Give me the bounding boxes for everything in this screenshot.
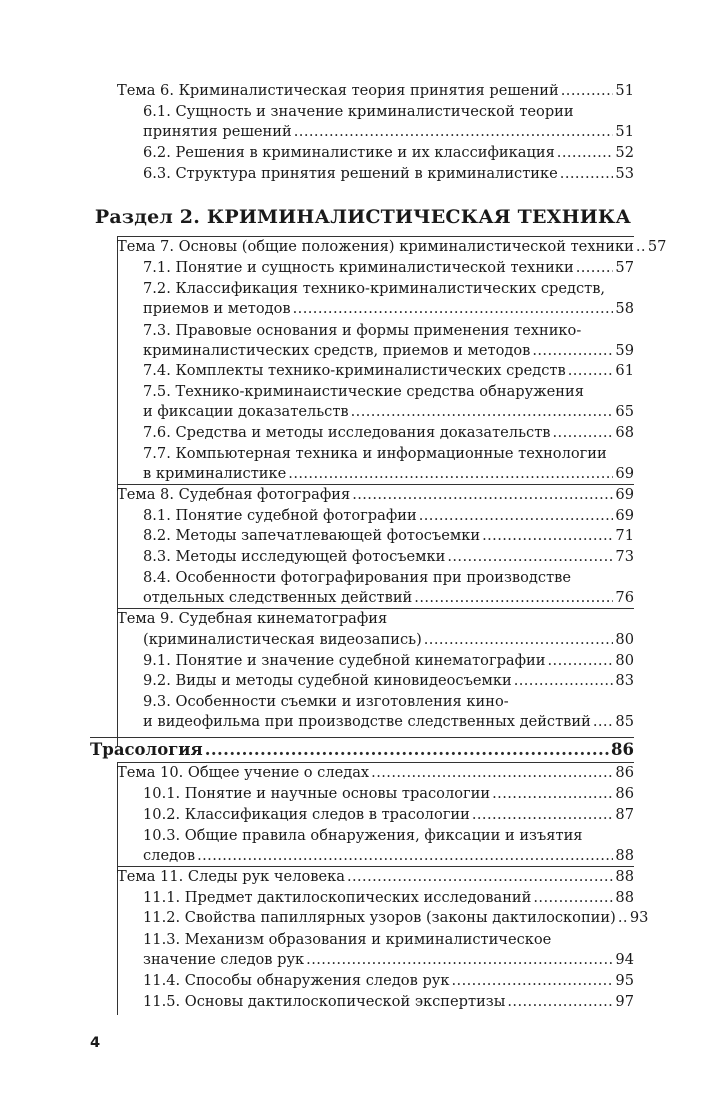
toc-entry-11-2: 11.2. Свойства папиллярных узоров (законы дактилоскопии) ..... 93	[143, 907, 634, 928]
toc-entry-11-3: значение следов рук ..... 94	[143, 949, 634, 970]
toc-entry-topic-9-line1: Тема 9. Судебная кинематография	[117, 610, 388, 627]
toc-entry-9-3: и видеофильма при производстве следственных действий ..... 85	[143, 711, 634, 732]
toc-entry-10-1: 10.1. Понятие и научные основы трасологии ..... 86	[143, 783, 634, 804]
toc-entry-9-1: 9.1. Понятие и значение судебной кинематографии ..... 80	[143, 650, 634, 671]
toc-entry-6-1: принятия решений ..... 51	[143, 121, 634, 142]
toc-entry-7-7-line1: 7.7. Компьютерная техника и информационные технологии	[143, 445, 607, 462]
toc-entry-8-3: 8.3. Методы исследующей фотосъемки ..... 73	[143, 546, 634, 567]
toc-entry-11-3-line1: 11.3. Механизм образования и криминалистическое	[143, 931, 552, 948]
toc-entry-7-2-line1: 7.2. Классификация технико-криминалистических средств,	[143, 280, 606, 297]
toc-entry-7-1: 7.1. Понятие и сущность криминалистической техники ..... 57	[143, 257, 634, 278]
toc-entry-10-3: следов ..... 88	[143, 845, 634, 866]
toc-entry-10-3-line1: 10.3. Общие правила обнаружения, фиксации и изъятия	[143, 827, 583, 844]
toc-entry-topic-9: (криминалистическая видеозапись) ..... 80	[143, 629, 634, 650]
toc-entry-9-2: 9.2. Виды и методы судебной киновидеосъемки ..... 83	[143, 670, 634, 691]
toc-entry-topic-10: Тема 10. Общее учение о следах ..... 86	[117, 762, 634, 783]
toc-entry-8-2: 8.2. Методы запечатлевающей фотосъемки ..... 71	[143, 525, 634, 546]
page-number: 4	[90, 1034, 101, 1051]
section-heading: Раздел 2. КРИМИНАЛИСТИЧЕСКАЯ ТЕХНИКА	[94, 206, 632, 228]
toc-entry-7-4: 7.4. Комплекты технико-криминалистических средств ..... 61	[143, 360, 634, 381]
toc-entry-topic-7: Тема 7. Основы (общие положения) криминалистической техники ..... 57	[117, 236, 634, 257]
toc-entry-8-1: 8.1. Понятие судебной фотографии ..... 69	[143, 505, 634, 526]
toc-entry-7-5: и фиксации доказательств ..... 65	[143, 401, 634, 422]
toc-entry-11-5: 11.5. Основы дактилоскопической экспертизы ..... 97	[143, 991, 634, 1012]
toc-entry-7-3-line1: 7.3. Правовые основания и формы применения технико-	[143, 322, 582, 339]
toc-entry-6-3: 6.3. Структура принятия решений в криминалистике ..... 53	[143, 163, 634, 184]
toc-entry-7-5-line1: 7.5. Технико-криминаистические средства обнаружения	[143, 383, 584, 400]
toc-entry-topic-6	[117, 80, 634, 101]
toc-entry-label: Тема 6. Криминалистическая теория принятия решений	[117, 82, 559, 99]
leader-dots	[561, 80, 614, 101]
toc-entry-6-2: 6.2. Решения в криминалистике и их классификация ..... 52	[143, 142, 634, 163]
toc-entry-8-4: отдельных следственных действий ..... 76	[143, 587, 634, 608]
section-rule	[117, 762, 118, 1015]
toc-entry-11-4: 11.4. Способы обнаружения следов рук ..... 95	[143, 970, 634, 991]
toc-entry-topic-8: Тема 8. Судебная фотография ..... 69	[117, 484, 634, 505]
toc-entry-topic-11: Тема 11. Следы рук человека ..... 88	[117, 866, 634, 887]
toc-entry-7-3: криминалистических средств, приемов и методов ..... 59	[143, 340, 634, 361]
toc-entry-7-6: 7.6. Средства и методы исследования доказательств ..... 68	[143, 422, 634, 443]
toc-entry-7-7: в криминалистике ..... 69	[143, 463, 634, 484]
toc-entry-11-1: 11.1. Предмет дактилоскопических исследований ..... 88	[143, 887, 634, 908]
toc-entry-6-1-line1: 6.1. Сущность и значение криминалистической теории	[143, 103, 574, 120]
toc-page-number: 51	[615, 82, 634, 99]
toc-entry-10-2: 10.2. Классификация следов в трасологии ..... 87	[143, 804, 634, 825]
toc-entry-7-2: приемов и методов ..... 58	[143, 298, 634, 319]
toc-entry-9-3-line1: 9.3. Особенности съемки и изготовления кино-	[143, 693, 509, 710]
toc-entry-trasology: Трасология ..... 86	[90, 738, 634, 762]
toc-entry-8-4-line1: 8.4. Особенности фотографирования при производстве	[143, 569, 572, 586]
